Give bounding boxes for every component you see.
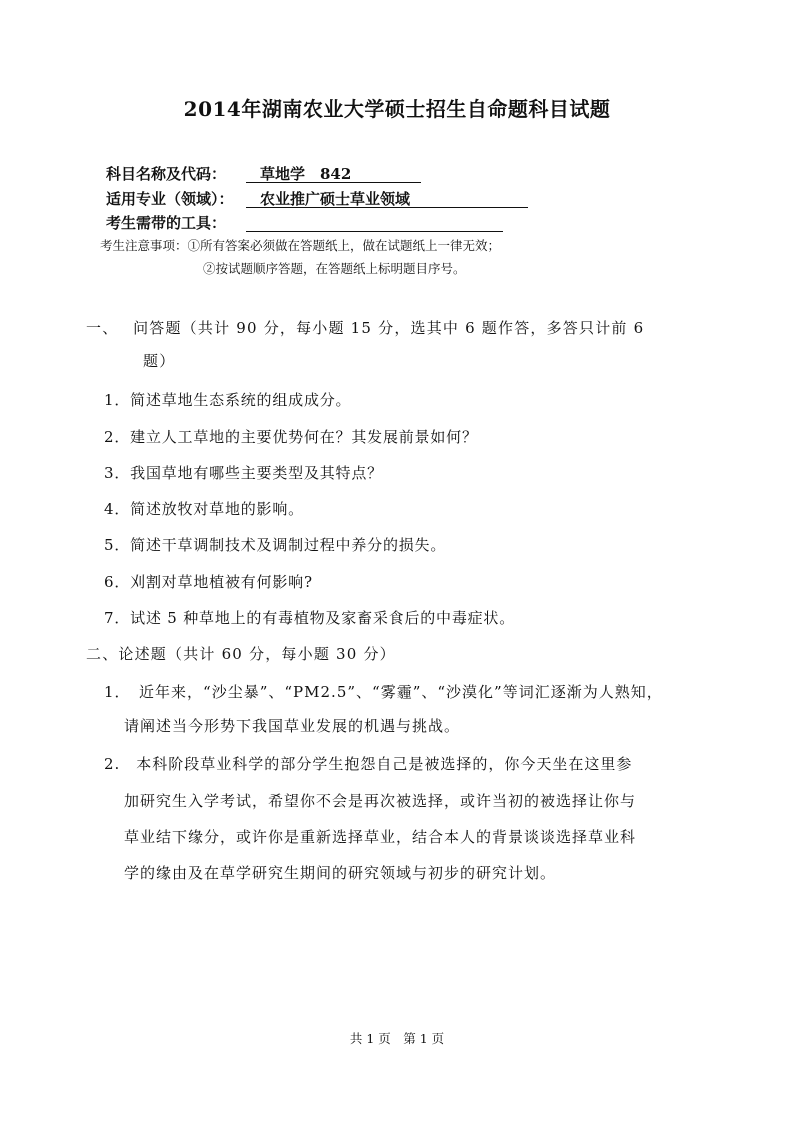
question-5: 5．简述干草调制技术及调制过程中养分的损失。 (104, 536, 447, 554)
question-4: 4．简述放牧对草地的影响。 (104, 500, 304, 518)
question-3: 3．我国草地有哪些主要类型及其特点？ (104, 464, 383, 482)
question-2: 2．建立人工草地的主要优势何在？其发展前景如何？ (104, 428, 478, 446)
major-label: 适用专业（领域）： (106, 190, 234, 208)
notice-line-2: ②按试题顺序答题，在答题纸上标明题目序号。 (203, 261, 466, 276)
subject-row (106, 163, 352, 183)
question-1: 1．简述草地生态系统的组成成分。 (104, 391, 352, 409)
major-value: 农业推广硕士草业领域 (246, 188, 528, 208)
tools-label: 考生需带的工具： (106, 214, 227, 232)
question-6: 6．刈割对草地植被有何影响? (104, 573, 313, 591)
essay-2-line-3: 草业结下缘分，或许你是重新选择草业，结合本人的背景谈谈选择草业科 (124, 828, 637, 846)
tools-value (246, 212, 503, 232)
essay-1-line-1: 1． 近年来，“沙尘暴”、“PM2.5”、“雾霾”、“沙漠化”等词汇逐渐为人熟知， (104, 683, 663, 701)
section2-heading: 二、论述题（共计 60 分，每小题 30 分） (86, 645, 396, 663)
notice-line-1: 考生注意事项：①所有答案必须做在答题纸上，做在试题纸上一律无效； (100, 238, 501, 253)
section1-heading-cont: 题） (143, 352, 176, 370)
essay-2-line-4: 学的缘由及在草学研究生期间的研究领域与初步的研究计划。 (124, 864, 557, 882)
major-row (106, 188, 411, 208)
tools-row (106, 212, 244, 232)
subject-label: 科目名称及代码： (106, 165, 227, 183)
page-footer: 共 1 页 第 1 页 (349, 1031, 445, 1046)
question-7: 7．试述 5 种草地上的有毒植物及家畜采食后的中毒症状。 (104, 609, 516, 627)
subject-value: 草地学 842 (246, 163, 421, 183)
exam-title: 2014年湖南农业大学硕士招生自命题科目试题 (183, 97, 611, 121)
essay-2-line-2: 加研究生入学考试，希望你不会是再次被选择，或许当初的被选择让你与 (124, 792, 637, 810)
section1-heading: 一、 问答题（共计 90 分，每小题 15 分，选其中 6 题作答，多答只计前 6 (86, 319, 645, 337)
essay-1-line-2: 请阐述当今形势下我国草业发展的机遇与挑战。 (124, 717, 461, 735)
essay-2-line-1: 2. 本科阶段草业科学的部分学生抱怨自己是被选择的，你今天坐在这里参 (104, 755, 633, 773)
